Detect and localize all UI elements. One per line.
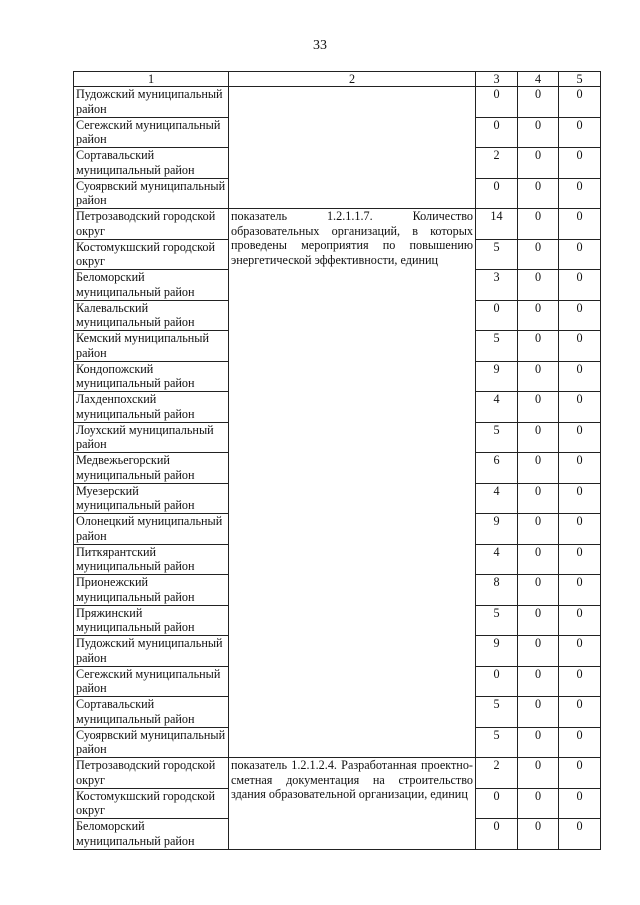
value-cell-c4: 0 [518,422,559,453]
value-cell-c3: 9 [476,514,518,545]
value-cell-c4: 0 [518,636,559,667]
value-cell-c5: 0 [559,483,601,514]
value-cell-c5: 0 [559,117,601,148]
indicator-cell [229,209,476,758]
value-cell-c5: 0 [559,636,601,667]
column-header: 5 [559,72,601,87]
value-cell-c3: 0 [476,87,518,118]
table-row [74,209,601,240]
value-cell-c5: 0 [559,239,601,270]
municipality-name: Кондопожский муниципальный район [74,361,229,392]
indicator-cell [229,87,476,209]
value-cell-c5: 0 [559,422,601,453]
value-cell-c4: 0 [518,331,559,362]
value-cell-c5: 0 [559,209,601,240]
value-cell-c4: 0 [518,87,559,118]
value-cell-c3: 0 [476,117,518,148]
column-header: 4 [518,72,559,87]
value-cell-c3: 14 [476,209,518,240]
value-cell-c5: 0 [559,666,601,697]
municipality-name: Пудожский муниципальный район [74,636,229,667]
value-cell-c3: 9 [476,636,518,667]
value-cell-c3: 5 [476,697,518,728]
value-cell-c3: 2 [476,148,518,179]
municipality-name: Прионежский муниципальный район [74,575,229,606]
value-cell-c5: 0 [559,361,601,392]
value-cell-c3: 0 [476,819,518,850]
value-cell-c3: 4 [476,544,518,575]
data-table [73,71,601,850]
value-cell-c5: 0 [559,178,601,209]
value-cell-c3: 6 [476,453,518,484]
municipality-name: Сегежский муниципальный район [74,666,229,697]
value-cell-c3: 5 [476,605,518,636]
value-cell-c5: 0 [559,819,601,850]
value-cell-c4: 0 [518,361,559,392]
municipality-name: Петрозаводский городской округ [74,758,229,789]
municipality-name: Беломорский муниципальный район [74,270,229,301]
page-number: 33 [313,38,327,53]
value-cell-c4: 0 [518,483,559,514]
value-cell-c5: 0 [559,788,601,819]
value-cell-c5: 0 [559,544,601,575]
municipality-name: Петрозаводский городской округ [74,209,229,240]
value-cell-c5: 0 [559,87,601,118]
value-cell-c3: 8 [476,575,518,606]
municipality-name: Костомукшский городской округ [74,239,229,270]
value-cell-c5: 0 [559,148,601,179]
column-header: 2 [229,72,476,87]
value-cell-c5: 0 [559,300,601,331]
value-cell-c5: 0 [559,331,601,362]
value-cell-c3: 5 [476,331,518,362]
value-cell-c3: 4 [476,392,518,423]
value-cell-c5: 0 [559,270,601,301]
header-row [74,72,601,87]
value-cell-c5: 0 [559,697,601,728]
value-cell-c4: 0 [518,788,559,819]
value-cell-c5: 0 [559,453,601,484]
table-row [74,87,601,118]
value-cell-c3: 3 [476,270,518,301]
municipality-name: Лахденпохский муниципальный район [74,392,229,423]
municipality-name: Сегежский муниципальный район [74,117,229,148]
column-header: 3 [476,72,518,87]
value-cell-c3: 2 [476,758,518,789]
value-cell-c5: 0 [559,575,601,606]
municipality-name: Сортавальский муниципальный район [74,148,229,179]
value-cell-c4: 0 [518,209,559,240]
value-cell-c3: 4 [476,483,518,514]
indicator-text: показатель 1.2.1.2.4. Разработанная проектно-сметная документация на строительство здания образовательной организации, единиц [231,758,473,802]
value-cell-c4: 0 [518,605,559,636]
value-cell-c3: 0 [476,788,518,819]
value-cell-c4: 0 [518,392,559,423]
value-cell-c3: 5 [476,239,518,270]
value-cell-c5: 0 [559,605,601,636]
value-cell-c3: 5 [476,727,518,758]
value-cell-c3: 5 [476,422,518,453]
municipality-name: Питкярантский муниципальный район [74,544,229,575]
value-cell-c4: 0 [518,300,559,331]
value-cell-c5: 0 [559,758,601,789]
column-header: 1 [74,72,229,87]
value-cell-c3: 0 [476,666,518,697]
value-cell-c3: 9 [476,361,518,392]
value-cell-c5: 0 [559,727,601,758]
value-cell-c4: 0 [518,819,559,850]
municipality-name: Беломорский муниципальный район [74,819,229,850]
municipality-name: Суоярвский муниципальный район [74,178,229,209]
value-cell-c4: 0 [518,239,559,270]
indicator-text: показатель 1.2.1.1.7. Количество образовательных организаций, в которых проведены мероприятия по повышению энергетической эффективности, единиц [231,209,473,267]
value-cell-c5: 0 [559,392,601,423]
value-cell-c3: 0 [476,178,518,209]
value-cell-c4: 0 [518,178,559,209]
table-row [74,758,601,789]
value-cell-c4: 0 [518,117,559,148]
value-cell-c4: 0 [518,666,559,697]
municipality-name: Медвежьегорский муниципальный район [74,453,229,484]
value-cell-c4: 0 [518,148,559,179]
value-cell-c5: 0 [559,514,601,545]
municipality-name: Пряжинский муниципальный район [74,605,229,636]
municipality-name: Лоухский муниципальный район [74,422,229,453]
municipality-name: Муезерский муниципальный район [74,483,229,514]
municipality-name: Пудожский муниципальный район [74,87,229,118]
municipality-name: Калевальский муниципальный район [74,300,229,331]
municipality-name: Олонецкий муниципальный район [74,514,229,545]
value-cell-c4: 0 [518,575,559,606]
value-cell-c4: 0 [518,758,559,789]
municipality-name: Кемский муниципальный район [74,331,229,362]
indicator-cell [229,758,476,850]
value-cell-c4: 0 [518,514,559,545]
municipality-name: Сортавальский муниципальный район [74,697,229,728]
municipality-name: Суоярвский муниципальный район [74,727,229,758]
table-body [74,87,601,850]
value-cell-c4: 0 [518,544,559,575]
value-cell-c4: 0 [518,270,559,301]
municipality-name: Костомукшский городской округ [74,788,229,819]
value-cell-c3: 0 [476,300,518,331]
value-cell-c4: 0 [518,697,559,728]
value-cell-c4: 0 [518,727,559,758]
value-cell-c4: 0 [518,453,559,484]
